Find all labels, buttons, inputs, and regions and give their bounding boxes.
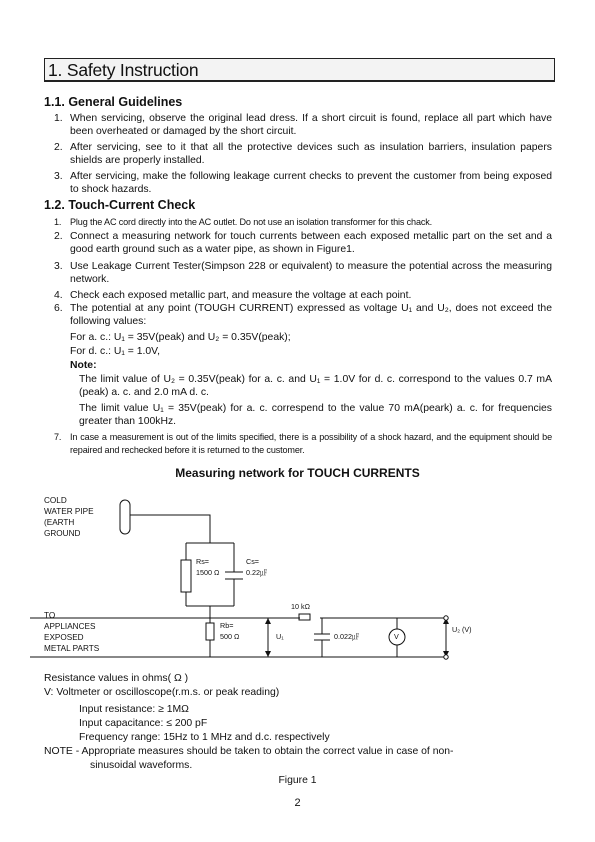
voltmeter-note: V: Voltmeter or oscilloscope(r.m.s. or peak reading) xyxy=(44,687,280,698)
bottom-note-line-1: NOTE - Appropriate measures should be taken to obtain the correct value in case of non- xyxy=(44,746,454,757)
touch-step-4: 4. Check each exposed metallic part, and measure the voltage at each point. xyxy=(54,290,412,301)
input-capacitance: Input capacitance: ≤ 200 pF xyxy=(79,718,208,729)
capacitor-0022 xyxy=(314,634,330,640)
touch-step-3: 3. Use Leakage Current Tester(Simpson 228 or equivalent) to measure the potential across the measuring network. xyxy=(54,261,552,285)
figure-title: Measuring network for TOUCH CURRENTS xyxy=(175,466,420,480)
input-resistance: Input resistance: ≥ 1MΩ xyxy=(79,704,189,715)
note-paragraph-1: The limit value of U₂ = 0.35V(peak) for a. c. and U₁ = 1.0V for d. c. correspond to the values 0.7 mA (peak) a. c. and 2.0 mA d. c. xyxy=(79,374,552,398)
rb-label: Rb= 500 Ω xyxy=(220,621,240,641)
touch-step-6: 6. The potential at any point (TOUGH CURRENT) expressed as voltage U₁ and U₂, does not exceed the following values: xyxy=(54,303,552,327)
terminal-bottom xyxy=(444,655,448,659)
note-label: Note: xyxy=(70,360,97,371)
capacitor-cs xyxy=(225,572,243,579)
bottom-note-line-2: sinusoidal waveforms. xyxy=(90,760,193,771)
cs-label: Cs= 0.22㎌ xyxy=(246,557,268,577)
page-title: 1. Safety Instruction xyxy=(48,60,199,80)
heading-touch-current: 1.2. Touch-Current Check xyxy=(44,198,196,212)
water-pipe-symbol xyxy=(120,500,130,534)
terminal-top xyxy=(444,616,448,620)
r10k-label: 10 kΩ xyxy=(291,602,310,611)
dc-limit: For d. c.: U₁ = 1.0V, xyxy=(70,346,161,357)
guideline-1: 1. When servicing, observe the original lead dress. If a short circuit is found, replace all part which have been overheated or damaged by the short circuit. xyxy=(54,113,552,137)
guideline-3: 3. After servicing, make the following leakage current checks to prevent the customer from being exposed to shock hazards. xyxy=(54,171,552,195)
appliances-label: TO APPLIANCES EXPOSED METAL PARTS xyxy=(44,611,100,653)
rs-label: Rs= 1500 Ω xyxy=(196,557,220,577)
page-number: 2 xyxy=(294,797,301,809)
heading-general-guidelines: 1.1. General Guidelines xyxy=(44,95,183,109)
wire-ground xyxy=(130,515,210,543)
ac-limit: For a. c.: U₁ = 35V(peak) and U₂ = 0.35V(peak); xyxy=(70,332,291,343)
touch-step-2: 2. Connect a measuring network for touch currents between each exposed metallic part on the set and a good earth ground such as a water pipe, as shown in Figure1. xyxy=(54,231,552,255)
touch-step-1: 1. Plug the AC cord directly into the AC outlet. Do not use an isolation transformer for this chack. xyxy=(54,217,433,227)
cold-water-pipe-label: COLD WATER PIPE (EARTH GROUND xyxy=(44,496,94,538)
c0022-label: 0.022㎌ xyxy=(334,632,360,641)
resistance-note: Resistance values in ohms( Ω ) xyxy=(44,673,189,684)
resistor-rs xyxy=(181,560,191,592)
guideline-2: 2. After servicing, see to it that all the protective devices such as insulation barriers, insulation papers shields are properly installed. xyxy=(54,142,552,166)
voltmeter-label: V xyxy=(394,632,399,641)
resistor-rb xyxy=(206,623,214,640)
touch-step-7: 7. In case a measurement is out of the limits specified, there is a possibility of a shock hazard, and the equipment should be repaired and rechecked before it is returned to the customer. xyxy=(54,432,552,455)
note-paragraph-2: The limit value U₁ = 35V(peak) for a. c. correspend to the value 70 mA(peark) a. c. for frequencies greater than 100kHz. xyxy=(79,403,552,427)
figure-caption: Figure 1 xyxy=(278,775,317,786)
u1-label: U₁ xyxy=(276,632,284,641)
frequency-range: Frequency range: 15Hz to 1 MHz and d.c. respectively xyxy=(79,732,330,743)
wire-mid-bus xyxy=(186,606,234,618)
wire-10k xyxy=(288,618,322,657)
u2-label: U₂ (V) xyxy=(452,625,472,634)
